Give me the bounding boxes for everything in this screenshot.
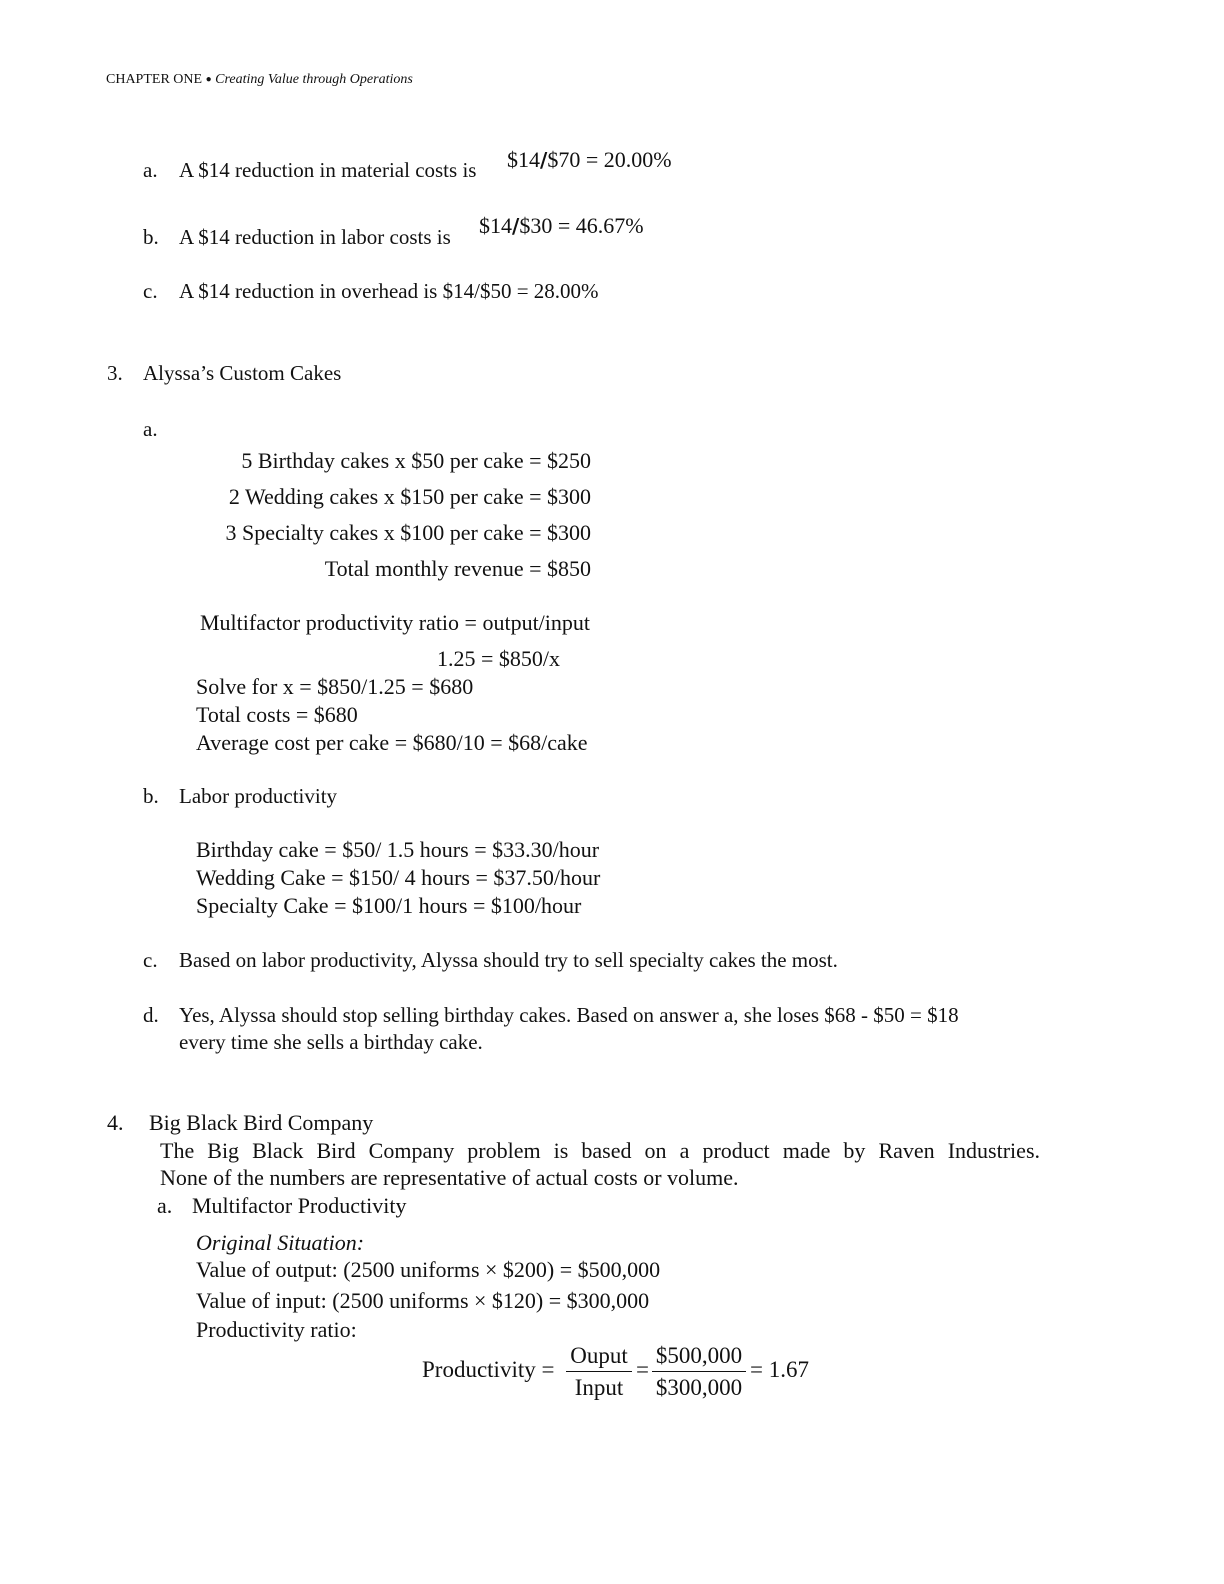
problem3-b-label: b. xyxy=(143,784,159,808)
part2-a-equation xyxy=(507,147,672,173)
problem3-d-line1: Yes, Alyssa should stop selling birthday cakes. Based on answer a, she loses $68 - $50 = $18 xyxy=(179,1003,959,1027)
problem4-title: Big Black Bird Company xyxy=(149,1110,374,1135)
part2-b-numerator: $14 xyxy=(479,213,512,238)
problem3-a-label: a. xyxy=(143,417,158,441)
problem3-title: Alyssa’s Custom Cakes xyxy=(143,361,342,385)
fraction-denominator: Input xyxy=(574,1375,624,1400)
part2-a-numerator: $14 xyxy=(507,147,540,172)
bullet-icon: ● xyxy=(205,74,212,85)
part2-a-text: A $14 reduction in material costs is xyxy=(179,158,477,182)
problem4-a-label: a. xyxy=(157,1193,173,1218)
running-header xyxy=(106,72,413,88)
part2-a-label: a. xyxy=(143,158,158,182)
problem4-intro-line1: The Big Black Bird Company problem is based on a product made by Raven Industries. xyxy=(160,1138,1040,1163)
labor-line: Wedding Cake = $150/ 4 hours = $37.50/hour xyxy=(196,865,601,890)
part2-b-text: A $14 reduction in labor costs is xyxy=(179,225,451,249)
part2-b-slash: / xyxy=(512,214,520,238)
labor-block xyxy=(196,836,600,920)
chapter-subtitle: Creating Value through Operations xyxy=(215,72,413,87)
problem4-number: 4. xyxy=(107,1110,124,1135)
problem4-a-title: Multifactor Productivity xyxy=(192,1193,407,1218)
part2-c-text: A $14 reduction in overhead is $14/$50 = 28.00% xyxy=(179,279,599,303)
part2-b-result: $30 = 46.67% xyxy=(519,213,644,238)
problem3-c-text: Based on labor productivity, Alyssa should try to sell specialty cakes the most. xyxy=(179,948,838,972)
fraction-value-denominator: $300,000 xyxy=(655,1375,743,1400)
fraction-values xyxy=(652,1343,746,1401)
revenue-total: Total monthly revenue = $850 xyxy=(324,556,591,581)
solve-block xyxy=(196,673,588,757)
problem3-b-title: Labor productivity xyxy=(179,784,338,808)
value-of-output: Value of output: (2500 uniforms × $200) = $500,000 xyxy=(196,1257,661,1282)
solve-line: Solve for x = $850/1.25 = $680 xyxy=(196,674,474,699)
revenue-table xyxy=(150,443,591,587)
mfp-equation: 1.25 = $850/x xyxy=(437,646,561,671)
solve-line: Total costs = $680 xyxy=(196,702,358,727)
fraction-value-numerator: $500,000 xyxy=(652,1343,746,1372)
part2-a-slash: / xyxy=(540,148,548,172)
problem3-number: 3. xyxy=(107,361,123,385)
part2-b-label: b. xyxy=(143,225,159,249)
part2-b-equation xyxy=(479,213,644,239)
productivity-ratio-label: Productivity ratio: xyxy=(196,1317,357,1342)
problem3-d-label: d. xyxy=(143,1003,159,1027)
formula-lhs: Productivity = xyxy=(422,1357,555,1382)
labor-line: Specialty Cake = $100/1 hours = $100/hour xyxy=(196,893,582,918)
chapter-label: CHAPTER ONE xyxy=(106,72,203,87)
value-of-input: Value of input: (2500 uniforms × $120) = $300,000 xyxy=(196,1288,650,1313)
problem3-d-line2: every time she sells a birthday cake. xyxy=(179,1030,483,1054)
mfp-definition: Multifactor productivity ratio = output/input xyxy=(200,610,591,635)
problem4-intro-line2: None of the numbers are representative of actual costs or volume. xyxy=(160,1165,739,1190)
fraction-output-input xyxy=(566,1343,632,1401)
formula-result: = 1.67 xyxy=(750,1357,809,1382)
solve-line: Average cost per cake = $680/10 = $68/cake xyxy=(196,730,588,755)
fraction-numerator: Ouput xyxy=(566,1343,632,1372)
revenue-line: 5 Birthday cakes x $50 per cake = $250 xyxy=(241,448,591,473)
part2-a-result: $70 = 20.00% xyxy=(547,147,672,172)
revenue-line: 2 Wedding cakes x $150 per cake = $300 xyxy=(228,484,591,509)
part2-c-label: c. xyxy=(143,279,158,303)
formula-equals: = xyxy=(636,1357,649,1382)
original-situation-heading: Original Situation: xyxy=(196,1230,365,1255)
labor-line: Birthday cake = $50/ 1.5 hours = $33.30/hour xyxy=(196,837,600,862)
problem3-c-label: c. xyxy=(143,948,158,972)
revenue-line: 3 Specialty cakes x $100 per cake = $300 xyxy=(225,520,591,545)
